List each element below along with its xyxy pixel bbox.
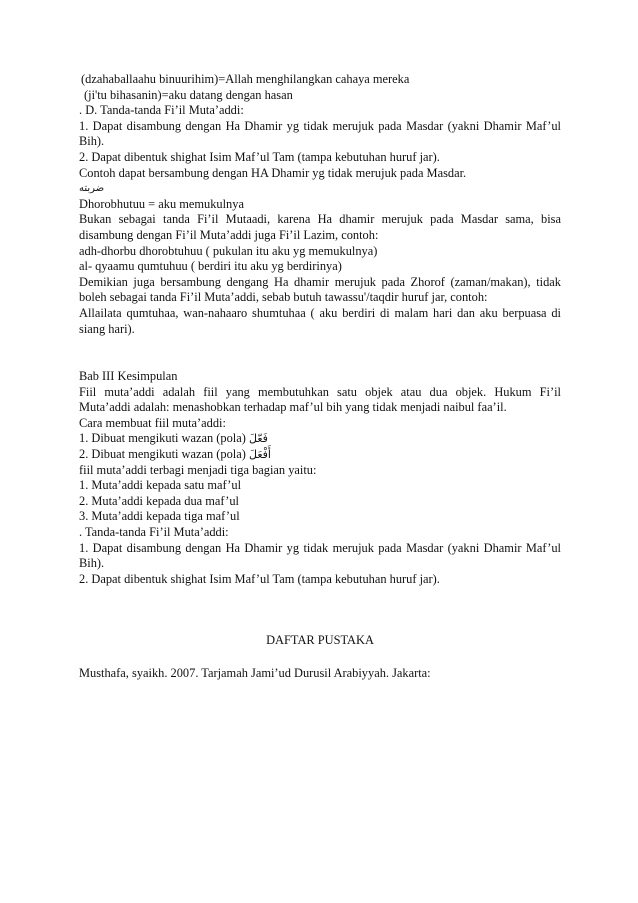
text-line: Cara membuat fiil muta’addi: [79,415,226,430]
text-line: boleh sebagai tanda Fi’il Muta’addi, sebab butuh tawassu'/taqdir huruf jar, contoh: [79,290,488,305]
document-body [79,72,561,682]
text-line: . D. Tanda-tanda Fi’il Muta’addi: [79,103,244,118]
section-title: Bab III Kesimpulan [79,369,178,384]
text-line: 2. Dapat dibentuk shighat Isim Maf’ul Tam (tampa kebutuhan huruf jar). [79,571,440,586]
text-line: 2. Dapat dibentuk shighat Isim Maf’ul Tam (tampa kebutuhan huruf jar). [79,149,440,164]
text-line: 1. Dapat disambung dengan Ha Dhamir yg tidak merujuk pada Masdar (yakni Dhamir Maf’ul [79,118,561,133]
text-line: Bukan sebagai tanda Fi’il Mutaadi, karena Ha dhamir merujuk pada Masdar sama, bisa [79,212,561,227]
list-item-text: 2. Dibuat mengikuti wazan (pola) [79,447,246,462]
spacer [79,649,561,666]
text-line: Fiil muta’addi adalah fiil yang membutuhkan satu objek atau dua objek. Hukum Fi’il [79,384,561,399]
spacer [79,587,561,633]
text-line: . Tanda-tanda Fi’il Muta’addi: [79,525,229,540]
text-line: (dzahaballaahu binuurihim)=Allah menghilangkan cahaya mereka [81,72,410,86]
text-line: al- qyaamu qumtuhuu ( berdiri itu aku yg berdirinya) [79,259,342,274]
list-item-text: 1. Dibuat mengikuti wazan (pola) [79,431,246,446]
list-item [79,431,561,447]
spacer [79,337,561,369]
text-line: Allailata qumtuhaa, wan-nahaaro shumtuhaa ( aku berdiri di malam hari dan aku berpuasa di [79,305,561,320]
arabic-wazan: أَفْعَلَ [249,448,271,462]
text-line: Demikian juga bersambung dengang Ha dhamir merujuk pada Zhorof (zaman/makan), tidak [79,274,561,289]
text-line: Muta’addi adalah: menashobkan terhadap maf’ul bih yang tidak menjadi naibul faa’il. [79,400,507,415]
text-line: Dhorobhutuu = aku memukulnya [79,196,244,211]
references-title: DAFTAR PUSTAKA [266,633,374,648]
arabic-wazan: فَعّلَ [249,432,268,446]
list-item [79,447,561,463]
text-line: 1. Dapat disambung dengan Ha Dhamir yg tidak merujuk pada Masdar (yakni Dhamir Maf’ul [79,540,561,555]
reference-entry: Musthafa, syaikh. 2007. Tarjamah Jami’ud Durusil Arabiyyah. Jakarta: [79,666,431,680]
list-item: 1. Muta’addi kepada satu maf’ul [79,478,242,493]
text-line: siang hari). [79,321,135,336]
list-item: 3. Muta’addi kepada tiga maf’ul [79,509,240,524]
text-line: disambung dengan Fi’il Muta’addi juga Fi’il Lazim, contoh: [79,227,379,242]
text-line: Contoh dapat bersambung dengan HA Dhamir yg tidak merujuk pada Masdar. [79,165,467,180]
text-line: (ji'tu bihasanin)=aku datang dengan hasan [84,87,293,102]
text-line: adh-dhorbu dhorobtuhuu ( pukulan itu aku yg memukulnya) [79,243,378,258]
arabic-line: ضربته [79,183,105,195]
text-line: Bih). [79,134,105,149]
text-line: fiil muta’addi terbagi menjadi tiga bagian yaitu: [79,462,317,477]
text-line: Bih). [79,556,105,571]
list-item: 2. Muta’addi kepada dua maf’ul [79,493,239,508]
